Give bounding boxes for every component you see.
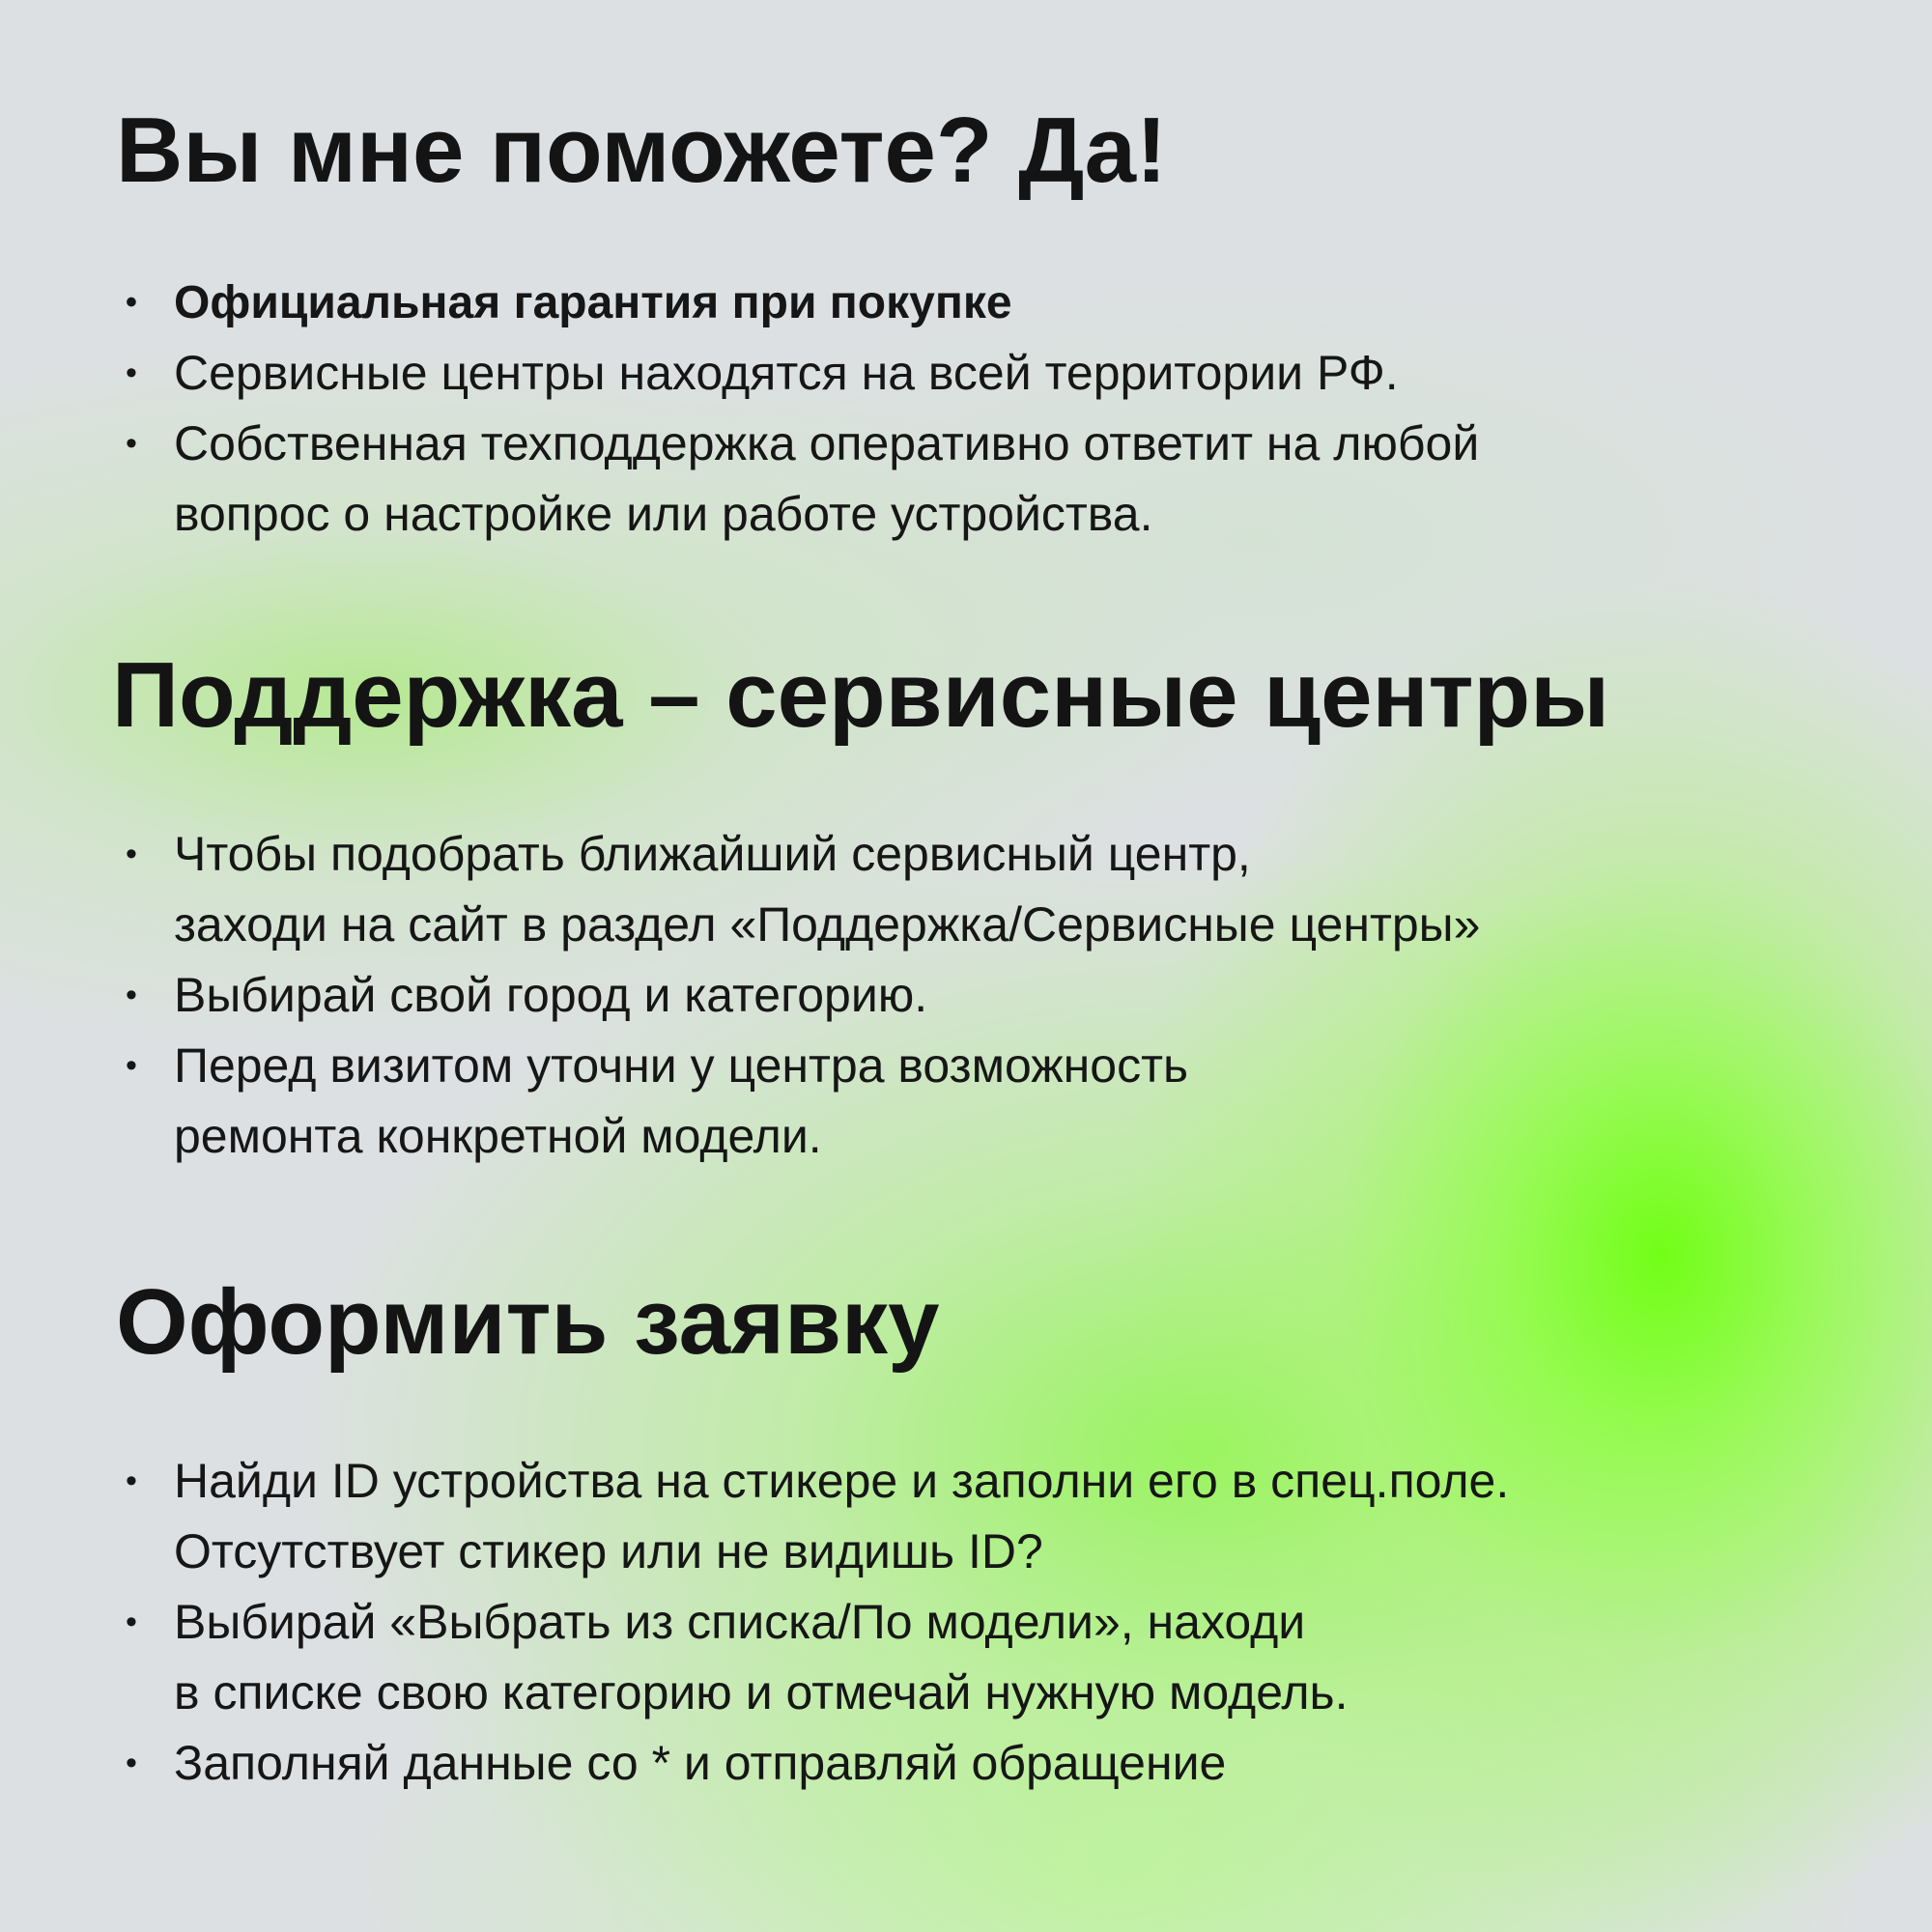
list-item: • Перед визитом уточни у центра возможность ремонта конкретной модели. — [116, 1031, 1855, 1172]
list-item: • Официальная гарантия при покупке — [116, 268, 1855, 338]
bullet-icon: • — [126, 1047, 137, 1084]
request-list — [116, 1446, 1855, 1799]
bullet-icon: • — [126, 977, 137, 1013]
list-item: • Собственная техподдержка оперативно ответит на любой вопрос о настройке или работе устройства. — [116, 409, 1855, 550]
list-item: • Выбирай свой город и категорию. — [116, 960, 1855, 1031]
bullet-icon: • — [126, 836, 137, 872]
bullet-icon: • — [126, 1463, 137, 1499]
bullet-icon: • — [126, 355, 137, 391]
help-list — [116, 268, 1855, 550]
section-title-service-centers: Поддержка – сервисные центры — [112, 643, 1610, 747]
bullet-icon: • — [126, 1604, 137, 1640]
bullet-icon: • — [126, 425, 137, 462]
section-title-request: Оформить заявку — [116, 1270, 940, 1374]
service-centers-list — [116, 819, 1855, 1172]
list-item: • Чтобы подобрать ближайший сервисный центр, заходи на сайт в раздел «Поддержка/Сервисные центры» — [116, 819, 1855, 960]
content — [112, 97, 1855, 1799]
bullet-icon: • — [126, 1745, 137, 1781]
list-item: • Выбирай «Выбрать из списка/По модели», находи в списке свою категорию и отмечай нужную модель. — [116, 1587, 1855, 1728]
section-title-help: Вы мне поможете? Да! — [116, 99, 1167, 202]
bullet-icon: • — [126, 284, 137, 321]
list-item: • Сервисные центры находятся на всей территории РФ. — [116, 338, 1855, 409]
list-item: • Найди ID устройства на стикере и заполни его в спец.поле. Отсутствует стикер или не видишь ID? — [116, 1446, 1855, 1587]
list-item: • Заполняй данные со * и отправляй обращение — [116, 1728, 1855, 1799]
